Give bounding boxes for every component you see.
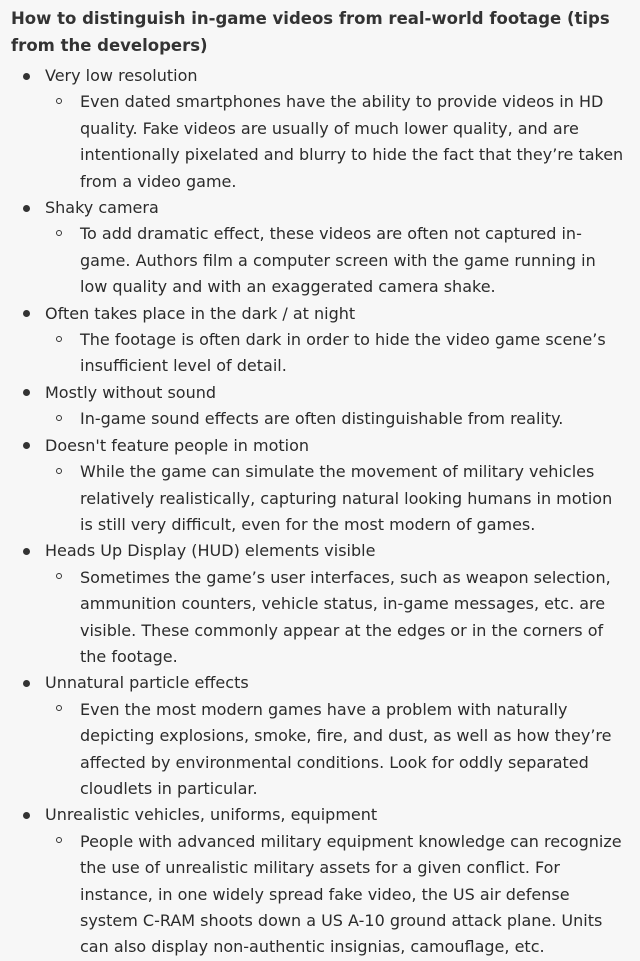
bullet-circle-icon: [56, 468, 62, 474]
tip-detail-text: In-game sound effects are often distinguishable from reality.: [80, 409, 564, 429]
tip-label: Heads Up Display (HUD) elements visible: [45, 541, 376, 561]
tip-label: Unnatural particle effects: [45, 673, 249, 693]
tip-detail-text: Sometimes the game’s user interfaces, such as weapon selection, ammunition counters, vehicle status, in-game messages, etc. are visible. These commonly appear at the edges or in the corners of the footage.: [80, 567, 611, 666]
tip-detail-text: While the game can simulate the movement of military vehicles relatively realistically, capturing natural looking humans in motion is still very difficult, even for the most modern of games.: [80, 462, 613, 534]
bullet-dot-icon: [23, 310, 30, 317]
tip-sublist: [45, 459, 628, 538]
tip-detail: [45, 327, 628, 380]
tip-sublist: [45, 565, 628, 671]
tip-detail-text: Even dated smartphones have the ability to provide videos in HD quality. Fake videos are usually of much lower quality, and are intentionally pixelated and blurry to hide the fact that they’re taken from a video game.: [80, 92, 624, 191]
bullet-circle-icon: [56, 837, 62, 843]
bullet-circle-icon: [56, 230, 62, 236]
tip-label: Very low resolution: [45, 66, 198, 85]
tip-item: [11, 538, 628, 670]
tip-detail: [45, 89, 628, 195]
tip-item: [11, 380, 628, 433]
tip-item: [11, 63, 628, 195]
tip-detail-text: The footage is often dark in order to hide the video game scene’s insufficient level of detail.: [80, 330, 606, 376]
bullet-dot-icon: [23, 73, 30, 80]
tip-sublist: [45, 697, 628, 803]
tip-sublist: [45, 829, 628, 961]
tip-sublist: [45, 406, 628, 432]
tip-item: [11, 670, 628, 802]
tip-detail: [45, 697, 628, 803]
tip-label: Doesn't feature people in motion: [45, 435, 310, 455]
bullet-circle-icon: [56, 415, 62, 421]
tip-label: Shaky camera: [45, 198, 159, 218]
tip-item: [11, 802, 628, 960]
bullet-dot-icon: [23, 442, 30, 449]
bullet-circle-icon: [56, 98, 62, 104]
tip-detail-text: Even the most modern games have a problem with naturally depicting explosions, smoke, fire, and dust, as well as how they’re affected by environmental conditions. Look for oddly separated cloudlets in particular.: [80, 699, 612, 798]
bullet-dot-icon: [23, 205, 30, 212]
tip-detail-text: People with advanced military equipment knowledge can recognize the use of unrealistic military assets for a given conflict. For instance, in one widely spread fake video, the US air defense system C-RAM shoots down a US A-10 ground attack plane. Units can also display non-authentic insignias, camouflage, etc.: [80, 831, 622, 957]
tip-label: Often takes place in the dark / at night: [45, 303, 356, 323]
bullet-dot-icon: [23, 812, 30, 819]
bullet-dot-icon: [23, 389, 30, 396]
bullet-dot-icon: [23, 548, 30, 555]
tip-detail: [45, 406, 628, 432]
tip-sublist: [45, 221, 628, 300]
tip-sublist: [45, 89, 628, 195]
tip-item: [11, 301, 628, 380]
tip-item: [11, 195, 628, 301]
tip-item: [11, 433, 628, 539]
tip-detail-text: To add dramatic effect, these videos are often not captured in-game. Authors film a computer screen with the game running in low quality and with an exaggerated camera shake.: [80, 224, 596, 297]
bullet-circle-icon: [56, 336, 62, 342]
tips-list: [11, 63, 628, 961]
tip-detail: [45, 221, 628, 300]
bullet-circle-icon: [56, 573, 62, 579]
bullet-dot-icon: [23, 680, 30, 687]
tip-detail: [45, 829, 628, 961]
tip-label: Mostly without sound: [45, 382, 216, 402]
tip-sublist: [45, 327, 628, 380]
article-heading: How to distinguish in-game videos from real-world footage (tips from the developers): [11, 9, 610, 55]
tip-detail: [45, 459, 628, 538]
bullet-circle-icon: [56, 705, 62, 711]
tip-detail: [45, 565, 628, 671]
tip-label: Unrealistic vehicles, uniforms, equipment: [45, 805, 378, 825]
